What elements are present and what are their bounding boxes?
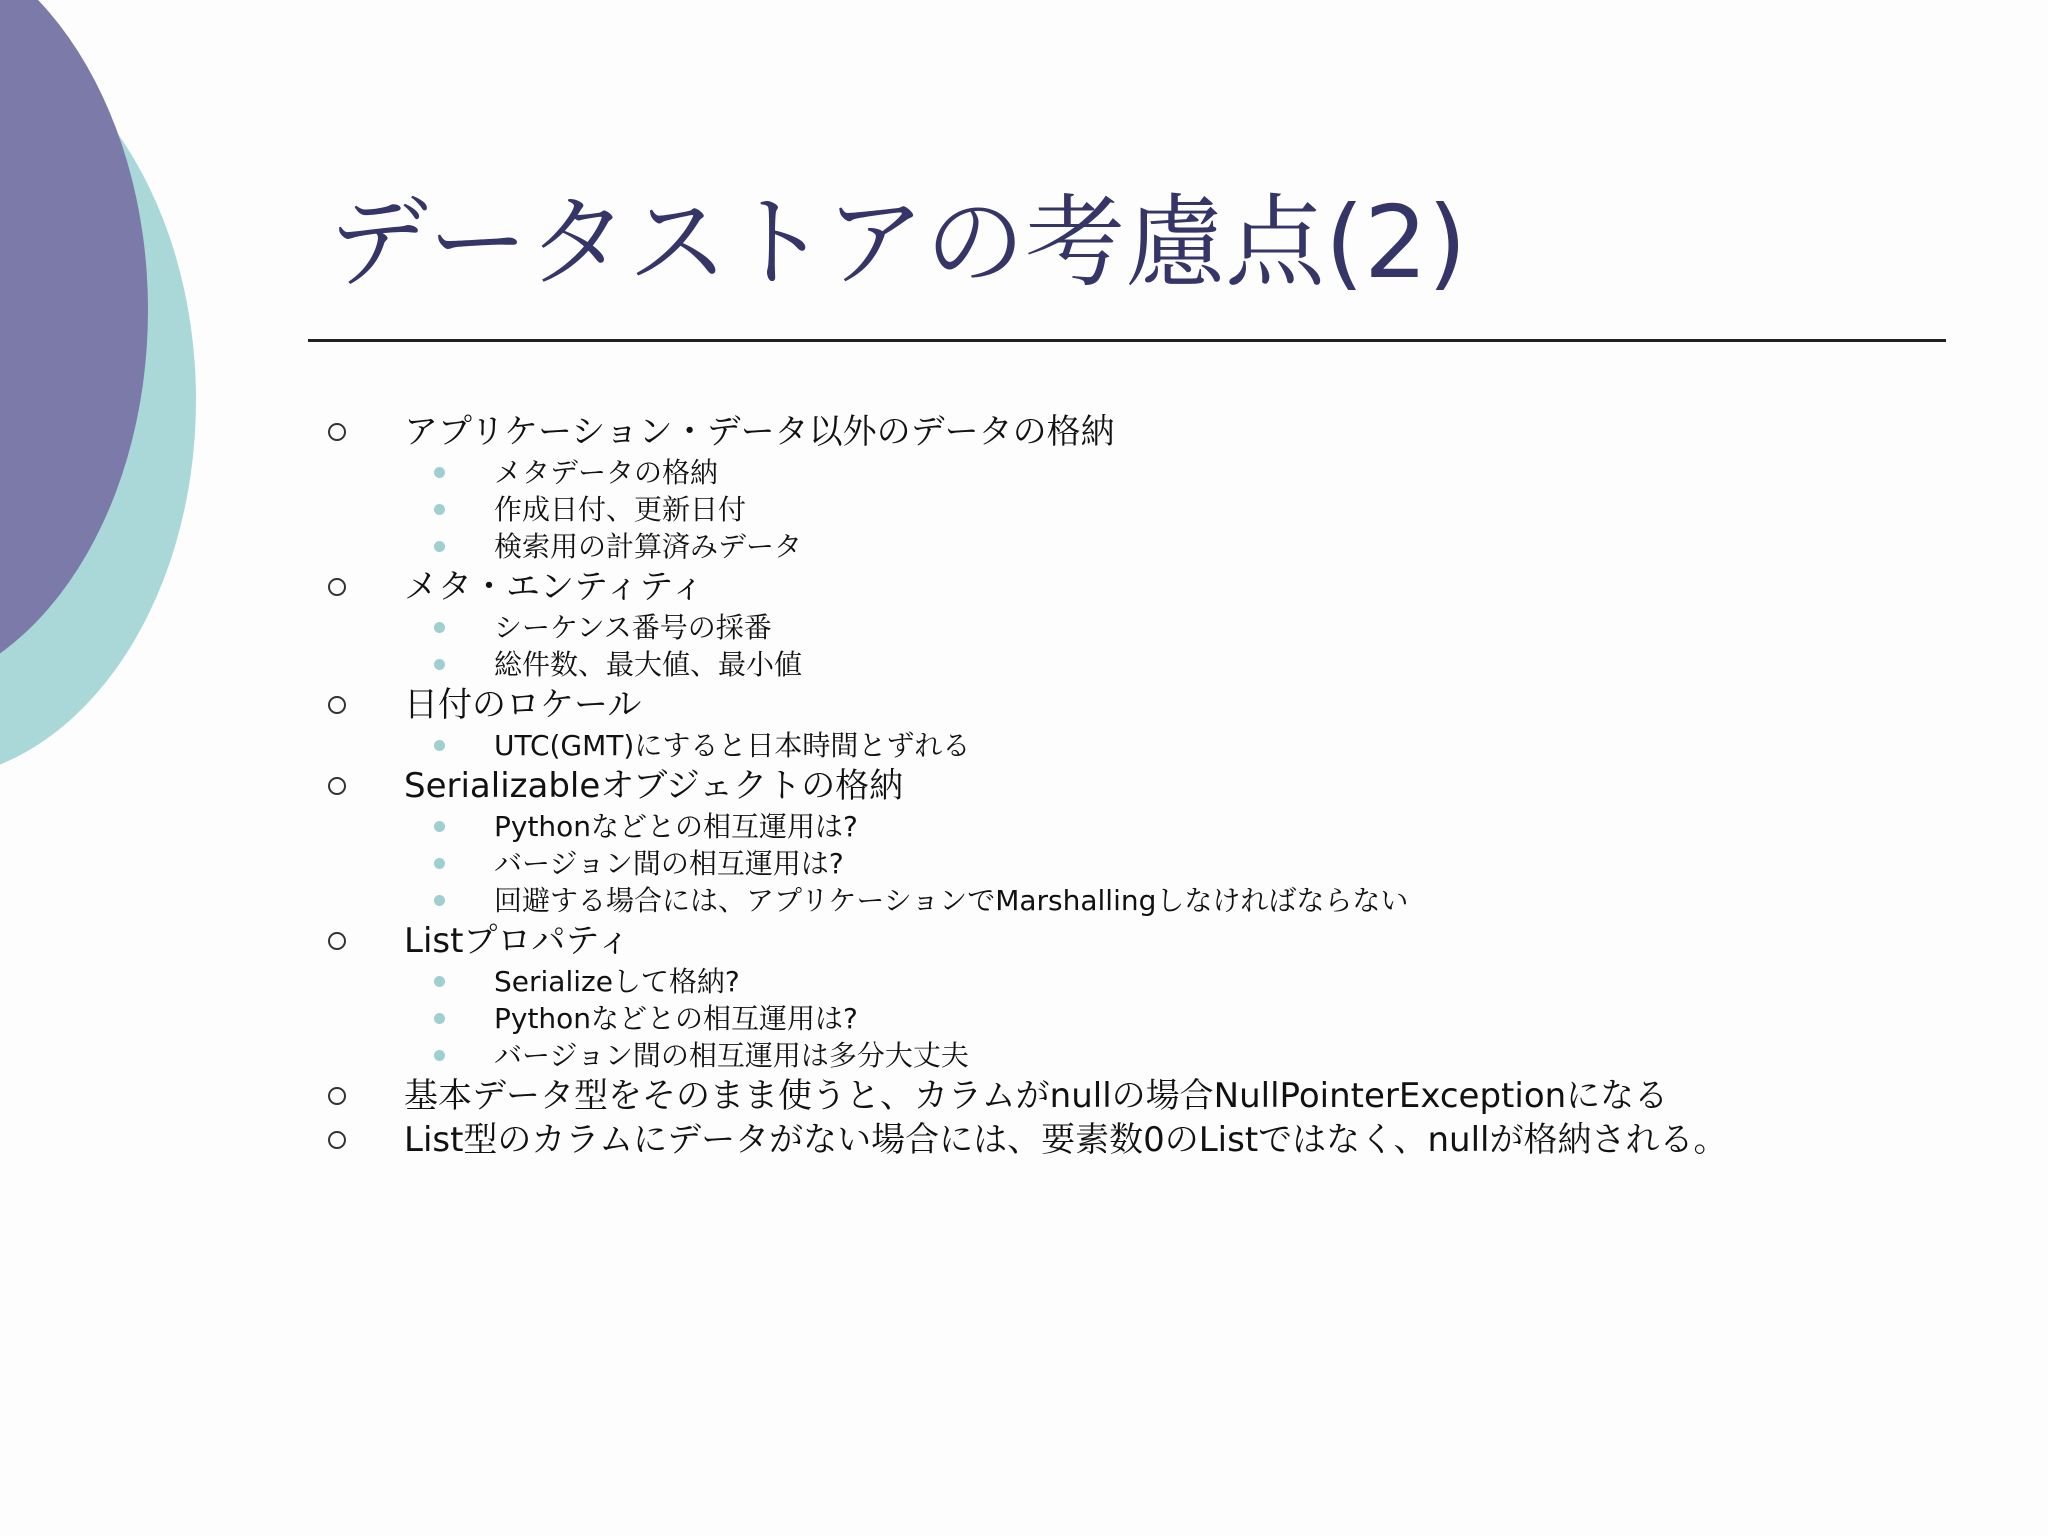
list-item-text: Serializableオブジェクトの格納 [404, 766, 904, 806]
sub-list-item [324, 882, 2004, 919]
list-item-text: List型のカラムにデータがない場合には、要素数0のListではなく、nullが格納される。 [404, 1120, 1728, 1160]
dot-bullet-icon [434, 1013, 445, 1024]
circle-bullet-icon [328, 777, 346, 795]
circle-bullet-icon [328, 1087, 346, 1105]
dot-bullet-icon [434, 821, 445, 832]
sub-list-item [324, 609, 2004, 646]
sub-list-item [324, 1000, 2004, 1037]
dot-bullet-icon [434, 895, 445, 906]
list-item-text: 基本データ型をそのまま使うと、カラムがnullの場合NullPointerExceptionになる [404, 1076, 1669, 1116]
sub-list-item [324, 963, 2004, 1000]
sub-list-item [324, 808, 2004, 845]
list-item [324, 683, 2004, 727]
list-item [324, 919, 2004, 963]
sub-list-item-text: Pythonなどとの相互運用は? [494, 810, 858, 843]
circle-bullet-icon [328, 423, 346, 441]
dot-bullet-icon [434, 622, 445, 633]
list-item [324, 1074, 2004, 1118]
list-item-text: アプリケーション・データ以外のデータの格納 [404, 412, 1115, 452]
dot-bullet-icon [434, 467, 445, 478]
sub-list-item [324, 727, 2004, 764]
sub-list-item-text: Pythonなどとの相互運用は? [494, 1002, 858, 1035]
dot-bullet-icon [434, 740, 445, 751]
sub-list-item [324, 491, 2004, 528]
sub-list-item [324, 1037, 2004, 1074]
circle-bullet-icon [328, 932, 346, 950]
sub-list-item-text: UTC(GMT)にすると日本時間とずれる [494, 729, 971, 762]
sub-list-item-text: 作成日付、更新日付 [494, 493, 747, 526]
sub-list-item-text: バージョン間の相互運用は? [494, 847, 844, 880]
sub-list-item [324, 845, 2004, 882]
title-underline [308, 339, 1946, 342]
sub-list-item-text: シーケンス番号の採番 [494, 611, 772, 644]
sub-list-item-text: 検索用の計算済みデータ [494, 530, 803, 563]
list-item [324, 1118, 2004, 1162]
list-item-text: メタ・エンティティ [404, 567, 705, 607]
sub-list-item-text: Serializeして格納? [494, 965, 740, 998]
sub-list-item-text: 総件数、最大値、最小値 [494, 648, 803, 681]
list-item-text: 日付のロケール [404, 685, 642, 725]
dot-bullet-icon [434, 504, 445, 515]
circle-bullet-icon [328, 1131, 346, 1149]
circle-bullet-icon [328, 696, 346, 714]
sub-list-item-text: バージョン間の相互運用は多分大丈夫 [494, 1039, 969, 1072]
dot-bullet-icon [434, 1050, 445, 1061]
circle-bullet-icon [328, 578, 346, 596]
sub-list-item-text: 回避する場合には、アプリケーションでMarshallingしなければならない [494, 884, 1409, 917]
sub-list-item [324, 646, 2004, 683]
slide-title: データストアの考慮点(2) [328, 184, 1467, 301]
sub-list-item-text: メタデータの格納 [494, 456, 719, 489]
list-item [324, 764, 2004, 808]
sub-list-item [324, 454, 2004, 491]
dot-bullet-icon [434, 976, 445, 987]
sub-list-item [324, 528, 2004, 565]
bullet-list [324, 410, 2004, 1162]
dot-bullet-icon [434, 858, 445, 869]
list-item [324, 565, 2004, 609]
list-item-text: Listプロパティ [404, 921, 631, 961]
dot-bullet-icon [434, 659, 445, 670]
dot-bullet-icon [434, 541, 445, 552]
list-item [324, 410, 2004, 454]
